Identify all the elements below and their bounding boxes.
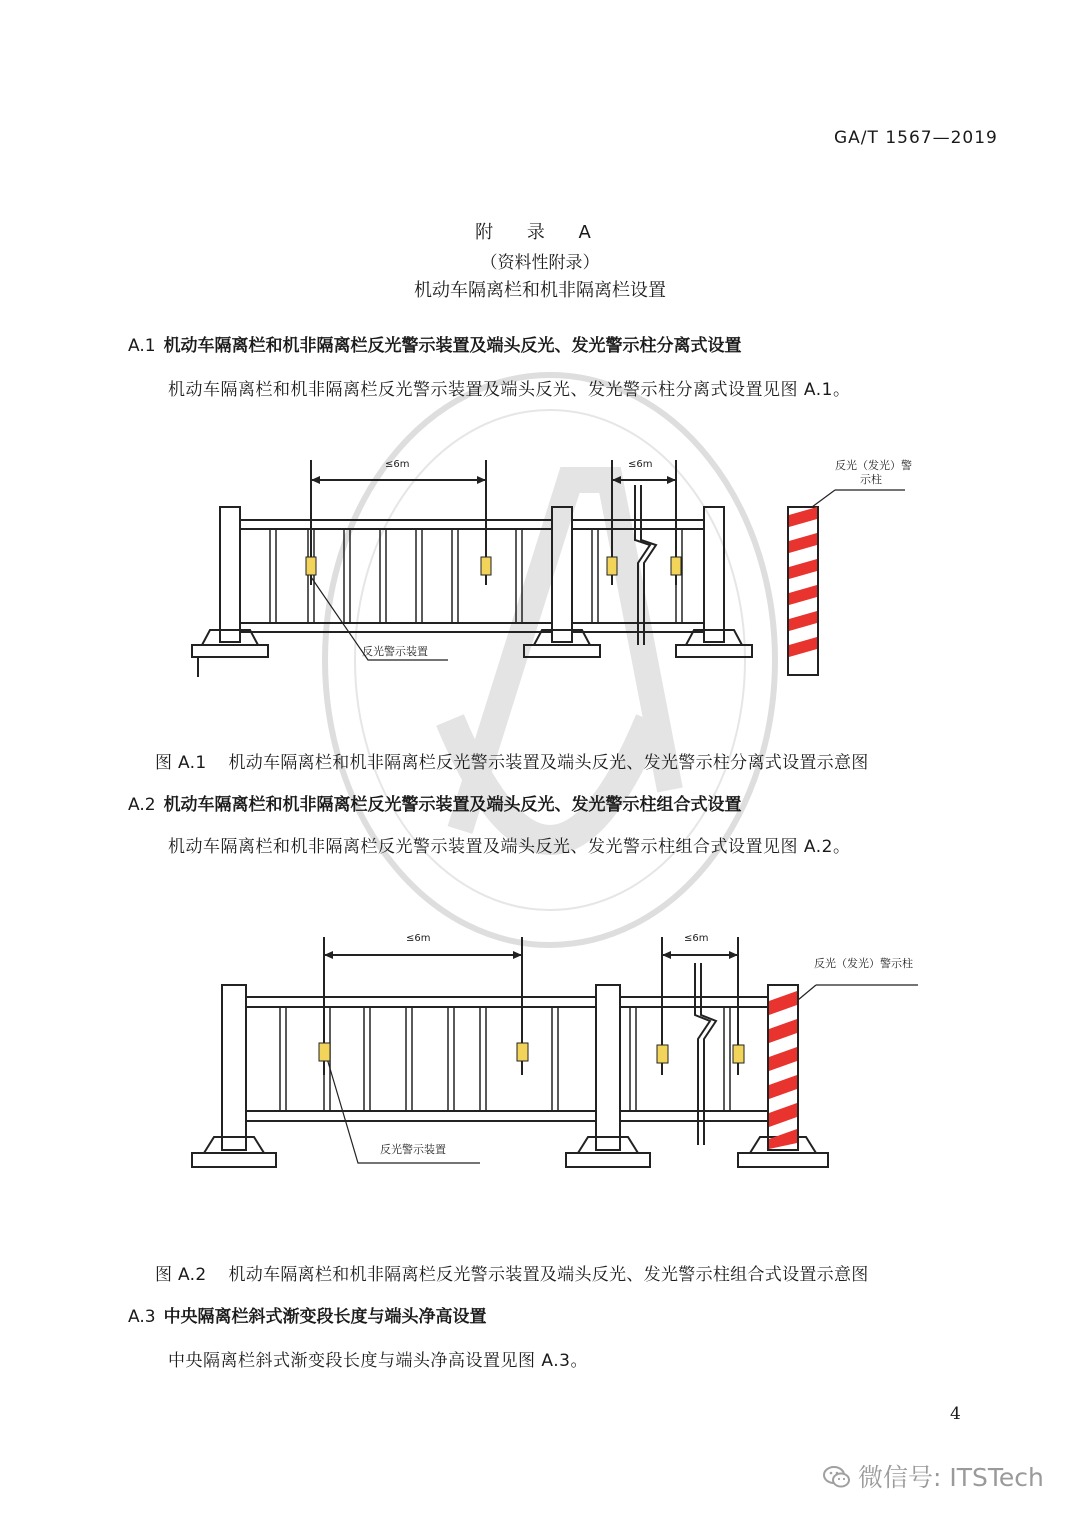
section-title: 中央隔离栏斜式渐变段长度与端头净高设置 [163, 1307, 487, 1327]
reflector-device [657, 1045, 668, 1063]
device-label: 反光警示装置 [380, 1143, 446, 1156]
section-body-a3: 中央隔离栏斜式渐变段长度与端头净高设置见图 A.3。 [168, 1351, 588, 1371]
wechat-icon [822, 1464, 852, 1490]
section-heading-a3 [128, 1302, 487, 1327]
dimension-label: ≤6m [628, 459, 653, 470]
figure-caption-text: 机动车隔离栏和机非隔离栏反光警示装置及端头反光、发光警示柱分离式设置示意图 [228, 753, 869, 773]
appendix-kind: （资料性附录） [480, 253, 600, 273]
post-label: 示柱 [860, 473, 882, 486]
dimension-label: ≤6m [684, 933, 709, 944]
section-body-a1: 机动车隔离栏和机非隔离栏反光警示装置及端头反光、发光警示柱分离式设置见图 A.1。 [168, 380, 851, 400]
reflector-device [481, 557, 491, 575]
figure-caption-text: 机动车隔离栏和机非隔离栏反光警示装置及端头反光、发光警示柱组合式设置示意图 [228, 1265, 869, 1285]
wechat-label: 微信号: ITSTech [858, 1463, 1044, 1492]
wechat-watermark [822, 1458, 1044, 1494]
figure-number: 图 A.2 [155, 1265, 207, 1285]
reflector-device [733, 1045, 744, 1063]
figure-a2 [180, 925, 940, 1185]
appendix-title: 机动车隔离栏和机非隔离栏设置 [414, 280, 666, 301]
section-number: A.1 [128, 336, 156, 356]
fence-post [704, 507, 724, 642]
fence-post [552, 507, 572, 642]
section-title: 机动车隔离栏和机非隔离栏反光警示装置及端头反光、发光警示柱分离式设置 [163, 336, 742, 356]
section-heading-a1 [128, 331, 742, 356]
reflector-device [319, 1043, 330, 1061]
appendix-label: 附 录 A [475, 222, 605, 243]
section-number: A.2 [128, 795, 156, 815]
standard-code: GA/T 1567—2019 [834, 128, 998, 148]
reflector-device [671, 557, 681, 575]
fence-post [596, 985, 620, 1150]
page-number: 4 [950, 1404, 961, 1424]
figure-number: 图 A.1 [155, 753, 207, 773]
figure-caption-a1 [155, 748, 869, 773]
section-body-a2: 机动车隔离栏和机非隔离栏反光警示装置及端头反光、发光警示柱组合式设置见图 A.2。 [168, 837, 851, 857]
post-label: 反光（发光）警示柱 [814, 957, 913, 970]
figure-a1 [180, 445, 940, 690]
section-title: 机动车隔离栏和机非隔离栏反光警示装置及端头反光、发光警示柱组合式设置 [163, 795, 742, 815]
section-number: A.3 [128, 1307, 156, 1327]
fence-post [222, 985, 246, 1150]
section-heading-a2 [128, 790, 742, 815]
reflector-device [306, 557, 316, 575]
dimension-label: ≤6m [406, 933, 431, 944]
device-label: 反光警示装置 [362, 645, 428, 658]
reflector-device [607, 557, 617, 575]
dimension-label: ≤6m [385, 459, 410, 470]
figure-caption-a2 [155, 1260, 869, 1285]
reflector-device [517, 1043, 528, 1061]
post-label: 反光（发光）警 [835, 459, 912, 472]
fence-post [220, 507, 240, 642]
